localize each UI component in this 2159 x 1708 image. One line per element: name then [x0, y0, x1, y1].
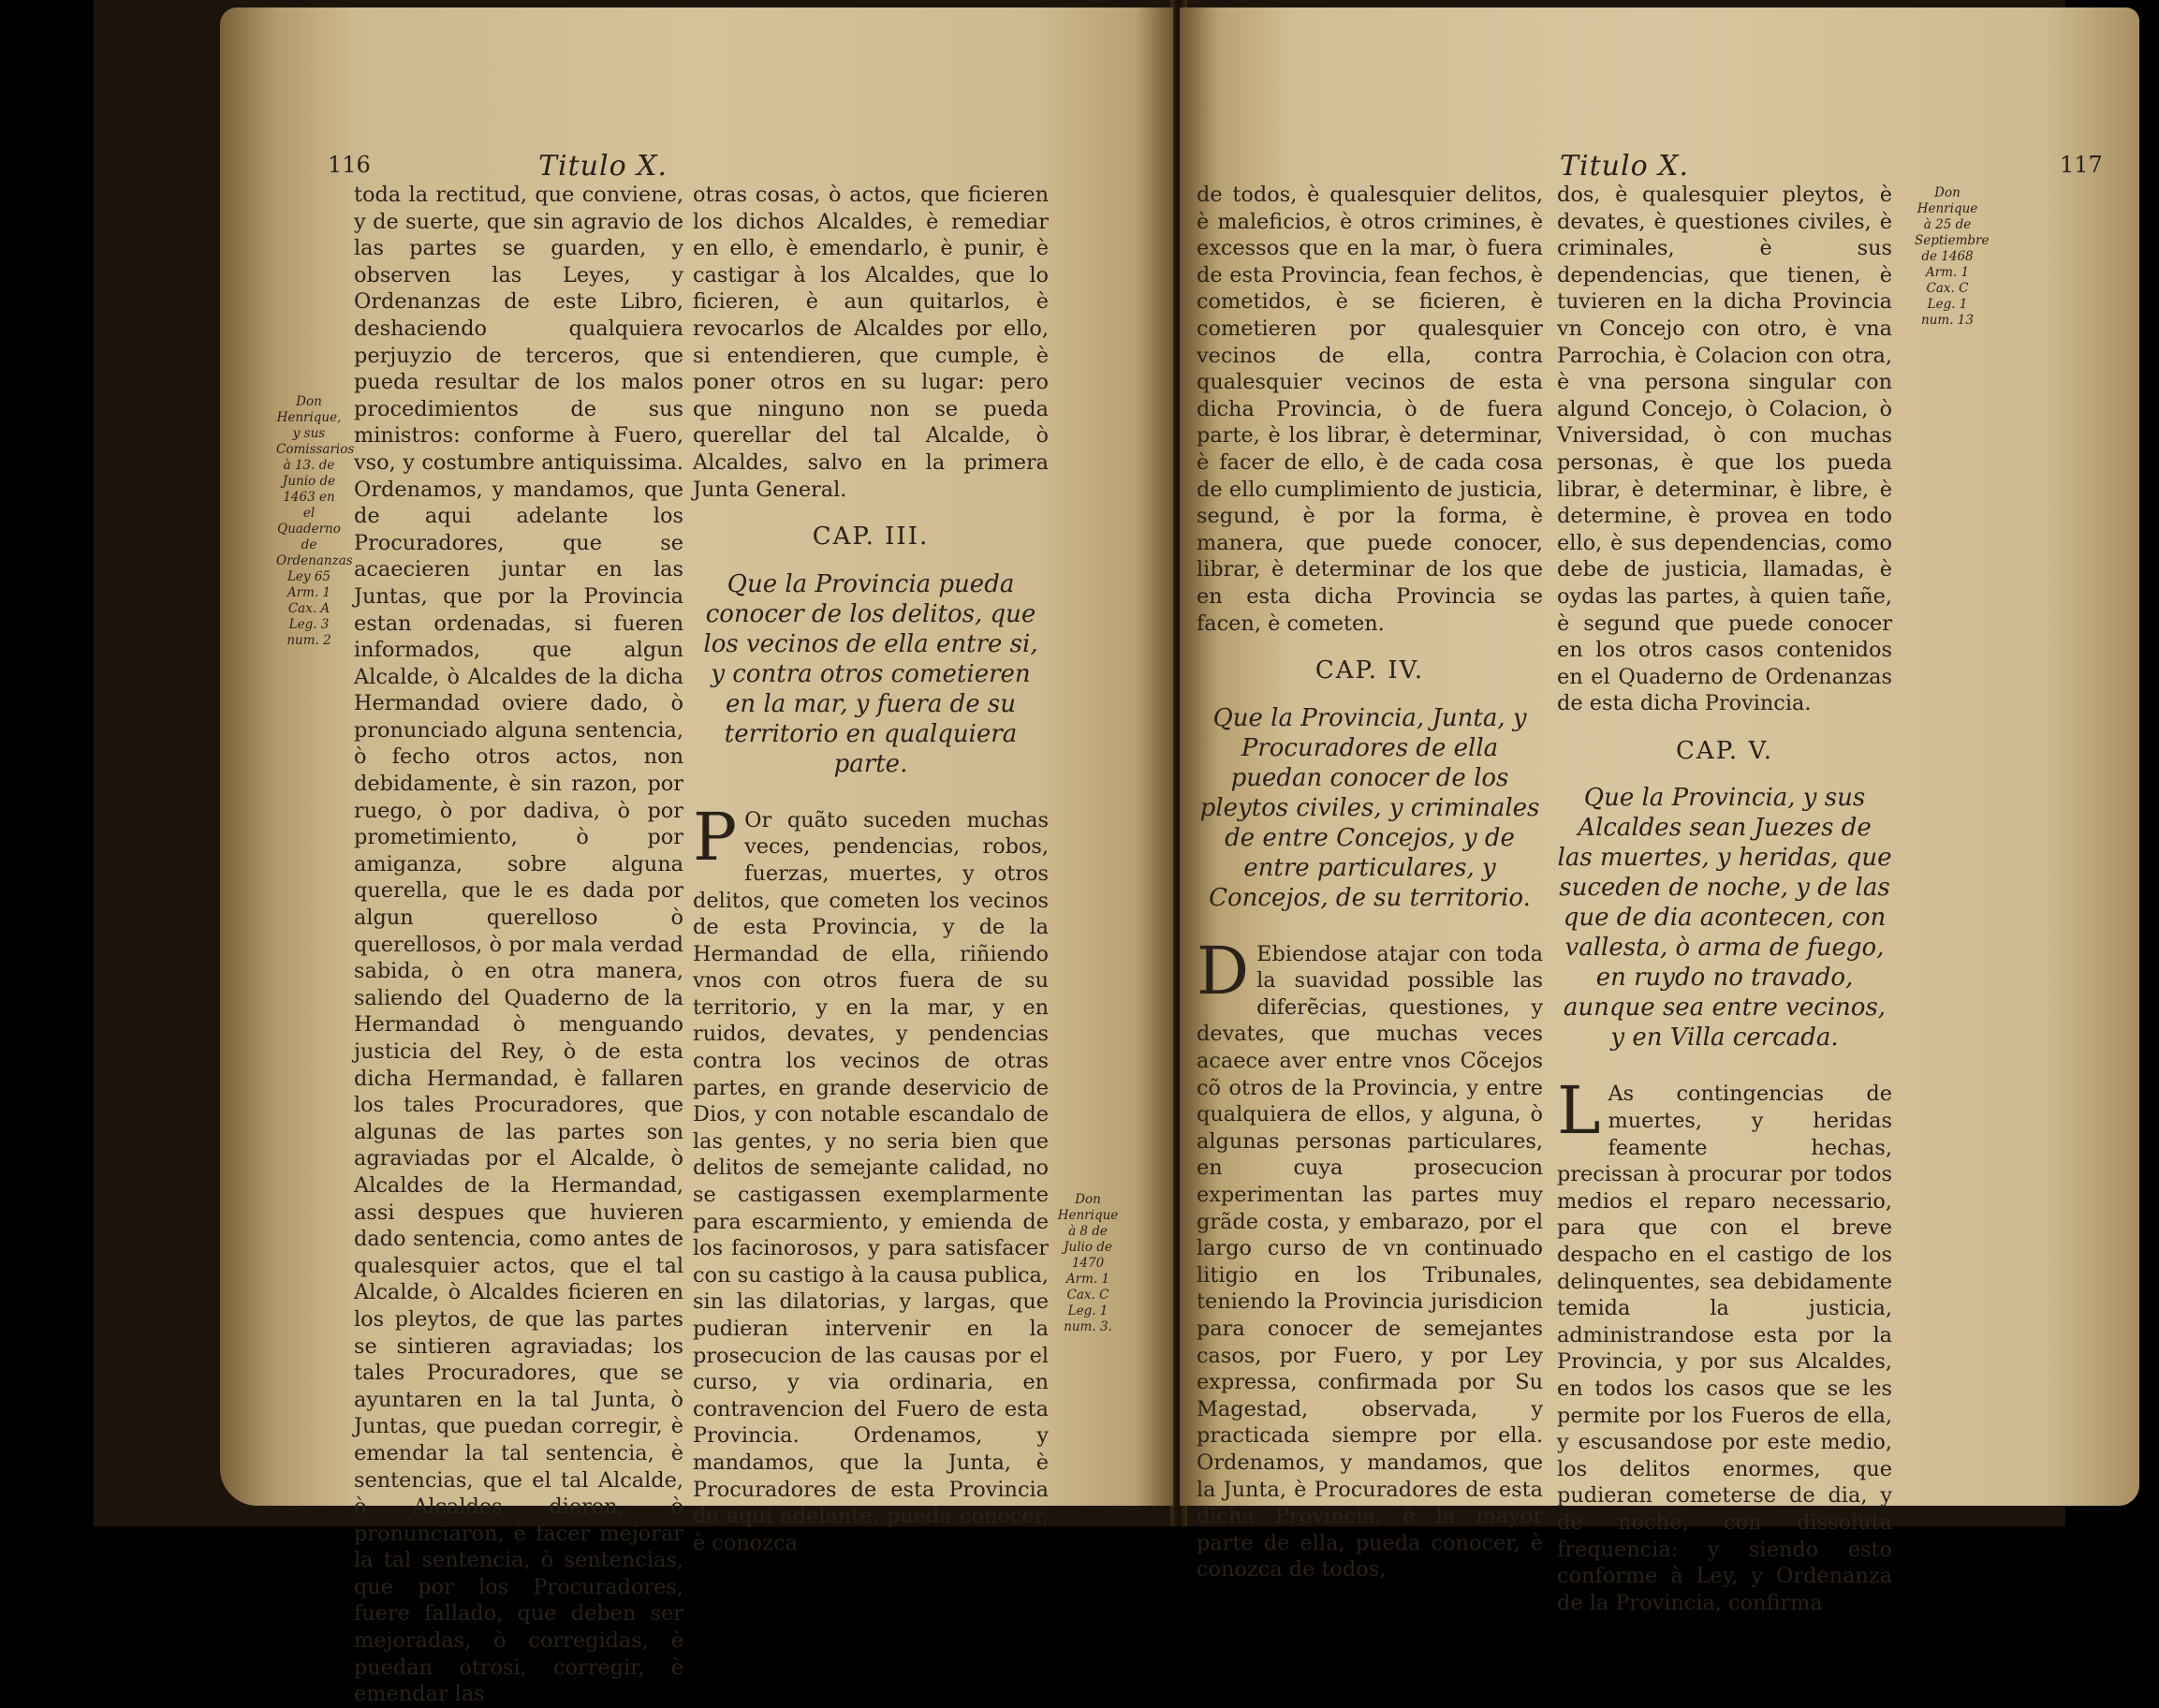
- drop-cap: P: [693, 798, 738, 876]
- chapter-text: [1197, 932, 1543, 1583]
- margin-note: Don Henrique à 25 de Septiembre de 1468 Arm. 1 Cax. C Leg. 1 num. 13: [1915, 185, 1990, 328]
- right-page-column-2: [1557, 182, 1892, 1616]
- chapter-heading: CAP. IV.: [1314, 656, 1425, 685]
- chapter-summary: Que la Provincia, Junta, y Procuradores de ella puedan conocer de los pleytos civiles, y criminales de entre Concejos, y de entre particulares, y Concejos, de su territorio.: [1199, 703, 1540, 912]
- left-page-column-1: [354, 182, 683, 1708]
- chapter-text: [1557, 1072, 1892, 1616]
- chapter-body: Ebiendose atajar con toda la suavidad possible las diferẽcias, questiones, y devates, que muchas veces acaece aver entre vnos Cõcejos cõ otros de la Provincia, y entre qualquiera de ellos, y alguna, ò algunas personas particulares, en cuya prosecucion experimentan las partes muy grãde costa, y embarazo, por el largo curso de vn continuado litigio en los Tribunales, teniendo la Provincia jurisdicion para conocer de semejantes casos, por Fuero, y por Ley expressa, confirmada por Su Magestad, observada, y practicada siempre por ella. Ordenamos, y mandamos, que la Junta, è Procuradores de esta dicha Provincia, è la mayor parte de ella, pueda conocer, è conozca de todos,: [1197, 941, 1543, 1583]
- left-page-column-2: [693, 182, 1049, 1556]
- body-text: toda la rectitud, que conviene, y de suerte, que sin agravio de las partes se guarden, y observen las Leyes, y Ordenanzas de este Libro, deshaciendo qualquiera perjuyzio de terceros, que pueda resultar de los malos procedimientos de sus ministros: conforme à Fuero, vso, y costumbre antiquissima. Ordenamos, y mandamos, que de aqui adelante los Procuradores, que se acaecieren juntar en las Juntas, que por la Provincia estan ordenadas, si fueren informados, que algun Alcalde, ò Alcaldes de la dicha Hermandad oviere dado, ò pronunciado alguna sentencia, ò fecho otros actos, non debidamente, è sin razon, por ruego, ò por dadiva, ò por prometimiento, ò por amiganza, sobre alguna querella, que le es dada por algun querelloso ò querellosos, ò por mala verdad sabida, ò en otra manera, saliendo del Quaderno de la Hermandad ò menguando justicia del Rey, ò de esta dicha Hermandad, è fallaren los tales Procuradores, que algunas de las partes son agraviadas por el Alcalde, ò Alcaldes de la Hermandad, assi despues que huvieren dado sentencia, como antes de qualesquier actos, que el tal Alcalde, ò Alcaldes ficieren en los pleytos, de que las partes se sintieren agraviadas; los tales Procuradores, que se ayuntaren en la tal Junta, ò Juntas, que puedan corregir, è emendar la tal sentencia, è sentencias, que el tal Alcalde, ò Alcaldes dieron, ò pronunciaron, è facer mejorar la tal sentencia, ò sentencias, que por los Procuradores, fuere fallado, que deben ser mejoradas, ò corregidas, è puedan otrosi, corregir, è emendar las: [354, 183, 683, 1707]
- margin-note: Don Henrique, y sus Comissarios à 13. de Junio de 1463 en el Quaderno de Ordenanzas Ley 65 Arm. 1 Cax. A Leg. 3 num. 2: [276, 394, 355, 648]
- chapter-summary: Que la Provincia pueda conocer de los delitos, que los vecinos de ella entre si, y contra otros cometieren en la mar, y fuera de su territorio en qualquiera parte.: [703, 569, 1038, 778]
- chapter-summary: Que la Provincia, y sus Alcaldes sean Juezes de las muertes, y heridas, que suceden de noche, y de las que de dia acontecen, con vallesta, ò arma de fuego, en ruydo no travado, aunque sea entre vecinos, y en Villa cercada.: [1557, 784, 1892, 1053]
- running-head: Titulo X.: [538, 150, 668, 183]
- chapter-body: As contingencias de muertes, y heridas feamente hechas, precissan à procurar por todos medios el reparo necessario, para que con el breve despacho en el castigo de los delinquentes, sea debidamente temida la justicia, administrandose esta por la Provincia, y por sus Alcaldes, en todos los casos que se les permite por los Fueros de ella, y escusandose por este medio, los delitos enormes, que pudieran cometerse de dia, y de noche, con dissoluta frequencia: y siendo esto conforme à Ley, y Ordenanza de la Provincia, confirma: [1557, 1082, 1892, 1615]
- chapter-body: Or quãto suceden muchas veces, pendencias, robos, fuerzas, muertes, y otros delitos, que cometen los vecinos de esta Provincia, y de la Hermandad de ella, riñiendo vnos con otros fuera de su territorio, y en la mar, y en ruidos, devates, y pendencias contra los vecinos de otras partes, en grande deservicio de Dios, y con notable escandalo de las gentes, y no seria bien que delitos de semejante calidad, no se castigassen exemplarmente para escarmiento, y emienda de los facinorosos, y para satisfacer con su castigo à la causa publica, sin las dilatorias, y largas, que pudieran intervenir en la prosecucion de las causas por el curso, y via ordinaria, en contravencion del Fuero de esta Provincia. Ordenamos, y mandamos, que la Junta, è Procuradores de esta Provincia de aqui adelante, pueda conocer, è conozca: [693, 807, 1049, 1555]
- chapter-heading: CAP. V.: [1676, 736, 1773, 765]
- running-head: Titulo X.: [1560, 150, 1690, 183]
- open-book: [94, 0, 2103, 1707]
- body-text: otras cosas, ò actos, que ficieren los dichos Alcaldes, è remediar en ello, è emendarlo, è punir, è castigar à los Alcaldes, que lo ficieren, è aun quitarlos, è revocarlos de Alcaldes por ello, si entendieren, que cumple, è poner otros en su lugar: pero que ninguno non se pueda querellar del tal Alcalde, ò Alcaldes, salvo en la primera Junta General.: [693, 183, 1049, 502]
- chapter-text: [693, 798, 1049, 1557]
- drop-cap: D: [1197, 932, 1250, 1009]
- page-number: 117: [2060, 152, 2103, 178]
- body-text: dos, è qualesquier pleytos, è devates, è questiones civiles, è criminales, è sus dependencias, que tienen, è tuvieren en la dicha Provincia vn Concejo con otro, è vna Parrochia, è Colacion con otra, è vna persona singular con algund Concejo, ò Colacion, ò Vniversidad, ò con muchas personas, è que los pueda librar, è determinar, è libre, è determine, è provea en todo ello, è sus dependencias, como debe de justicia, llamadas, è oydas las partes, à quien tañe, è segund que puede conocer en los otros casos contenidos en el Quaderno de Ordenanzas de esta dicha Provincia.: [1557, 183, 1892, 716]
- body-text: de todos, è qualesquier delitos, è maleficios, è otros crimines, è excessos que en la mar, ò fuera de esta Provincia, fean fechos, è cometidos, è se ficieren, è cometieren por qualesquier vecinos de ella, contra qualesquier vecinos de esta dicha Provincia, ò de fuera parte, è los librar, è determinar, è facer de ello, è de cada cosa de ello cumplimiento de justicia, segund, è por la forma, è manera, que puede conocer, librar, è determinar de los que en esta dicha Provincia se facen, è cometen.: [1197, 183, 1543, 636]
- page-number: 116: [328, 152, 371, 178]
- right-page-column-1: [1197, 182, 1543, 1583]
- drop-cap: L: [1557, 1072, 1601, 1150]
- chapter-heading: CAP. III.: [812, 523, 930, 552]
- right-page: [1180, 7, 2139, 1615]
- left-page: [220, 7, 1173, 1707]
- margin-note: Don Henrique à 8 de Julio de 1470 Arm. 1 Cax. C Leg. 1 num. 3.: [1057, 1192, 1119, 1334]
